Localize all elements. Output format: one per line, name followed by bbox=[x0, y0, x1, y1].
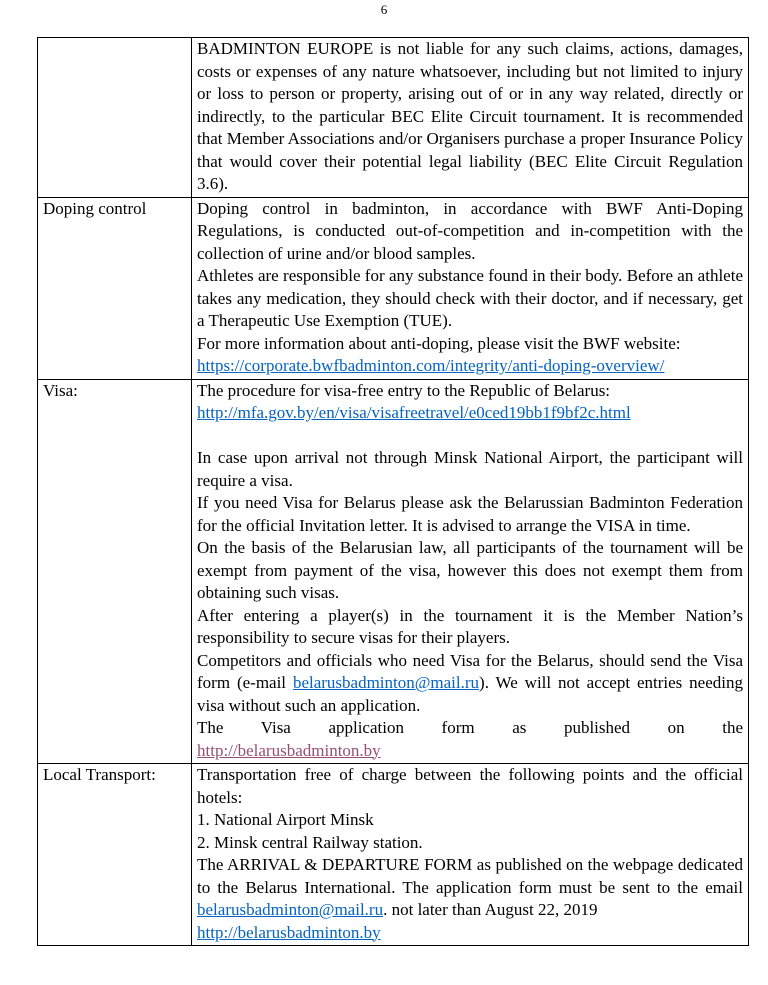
visa-paragraph-5: After entering a player(s) in the tournament it is the Member Nation’s responsibility to secure visas for their players. bbox=[197, 605, 743, 647]
table-row-liability bbox=[38, 38, 749, 198]
visa-paragraph-7: The Visa application form as published on the bbox=[197, 718, 743, 737]
visa-paragraph-3: If you need Visa for Belarus please ask the Belarussian Badminton Federation for the official Invitation letter. It is advised to arrange the VISA in time. bbox=[197, 493, 743, 535]
visa-free-entry-link[interactable]: http://mfa.gov.by/en/visa/visafreetravel/e0ced19bb1f9bf2c.html bbox=[197, 403, 631, 422]
transport-list-item-1: 1. National Airport Minsk bbox=[197, 810, 374, 829]
table-row-visa bbox=[38, 379, 749, 764]
visa-paragraph-2: In case upon arrival not through Minsk National Airport, the participant will require a visa. bbox=[197, 448, 743, 490]
doping-paragraph-1: Doping control in badminton, in accordance with BWF Anti-Doping Regulations, is conducted out-of-competition and in-competition with the collection of urine and/or blood samples. bbox=[197, 198, 743, 263]
regulations-table bbox=[37, 37, 749, 946]
row-content-doping bbox=[192, 197, 749, 379]
transport-list-item-2: 2. Minsk central Railway station. bbox=[197, 832, 423, 852]
row-content-visa bbox=[192, 379, 749, 764]
visa-paragraph-6: Competitors and officials who need Visa for the Belarus, should send the Visa form (e-mail belarusbadminton@mail.ru). We will not accept entries needing visa without such an application. bbox=[197, 650, 743, 715]
row-label-doping: Doping control bbox=[38, 197, 192, 379]
doping-paragraph-2: Athletes are responsible for any substance found in their body. Before an athlete takes any medication, they should check with their doctor, and if necessary, get a Therapeutic Use Exemption (TUE). bbox=[197, 266, 743, 330]
visa-form-website-link[interactable]: http://belarusbadminton.by bbox=[197, 740, 381, 760]
page-number: 6 bbox=[380, 2, 388, 17]
bwf-anti-doping-link[interactable]: https://corporate.bwfbadminton.com/integrity/anti-doping-overview/ bbox=[197, 356, 665, 375]
row-label-liability bbox=[38, 38, 192, 198]
transport-paragraph-2: The ARRIVAL & DEPARTURE FORM as published on the webpage dedicated to the Belarus International. The application form must be sent to the email belarusbadminton@mail.ru. not later than August 22, 2019 bbox=[197, 855, 743, 919]
row-content-liability bbox=[192, 38, 749, 198]
transport-email-link[interactable]: belarusbadminton@mail.ru bbox=[197, 900, 384, 919]
table-row-transport bbox=[38, 764, 749, 946]
visa-paragraph-4: On the basis of the Belarusian law, all participants of the tournament will be exempt from payment of the visa, however this does not exempt them from obtaining such visas. bbox=[197, 538, 743, 602]
transport-website-link[interactable]: http://belarusbadminton.by bbox=[197, 922, 381, 942]
row-content-transport bbox=[192, 764, 749, 946]
paragraph-spacer bbox=[197, 425, 743, 448]
visa-paragraph-1: The procedure for visa-free entry to the Republic of Belarus: bbox=[197, 380, 611, 400]
table-row-doping bbox=[38, 197, 749, 379]
row-label-transport: Local Transport: bbox=[38, 764, 192, 946]
liability-paragraph: BADMINTON EUROPE is not liable for any such claims, actions, damages, costs or expenses of any nature whatsoever, including but not limited to injury or loss to person or property, arising out of or in any way related, directly or indirectly, to the particular BEC Elite Circuit tournament. It is recommended that Member Associations and/or Organisers purchase a proper Insurance Policy that would cover their potential legal liability (BEC Elite Circuit Regulation 3.6). bbox=[197, 39, 743, 193]
visa-email-link[interactable]: belarusbadminton@mail.ru bbox=[292, 673, 480, 692]
row-label-visa: Visa: bbox=[38, 379, 192, 764]
doping-paragraph-3: For more information about anti-doping, please visit the BWF website: bbox=[197, 333, 681, 353]
transport-paragraph-1: Transportation free of charge between the following points and the official hotels: bbox=[197, 765, 743, 807]
